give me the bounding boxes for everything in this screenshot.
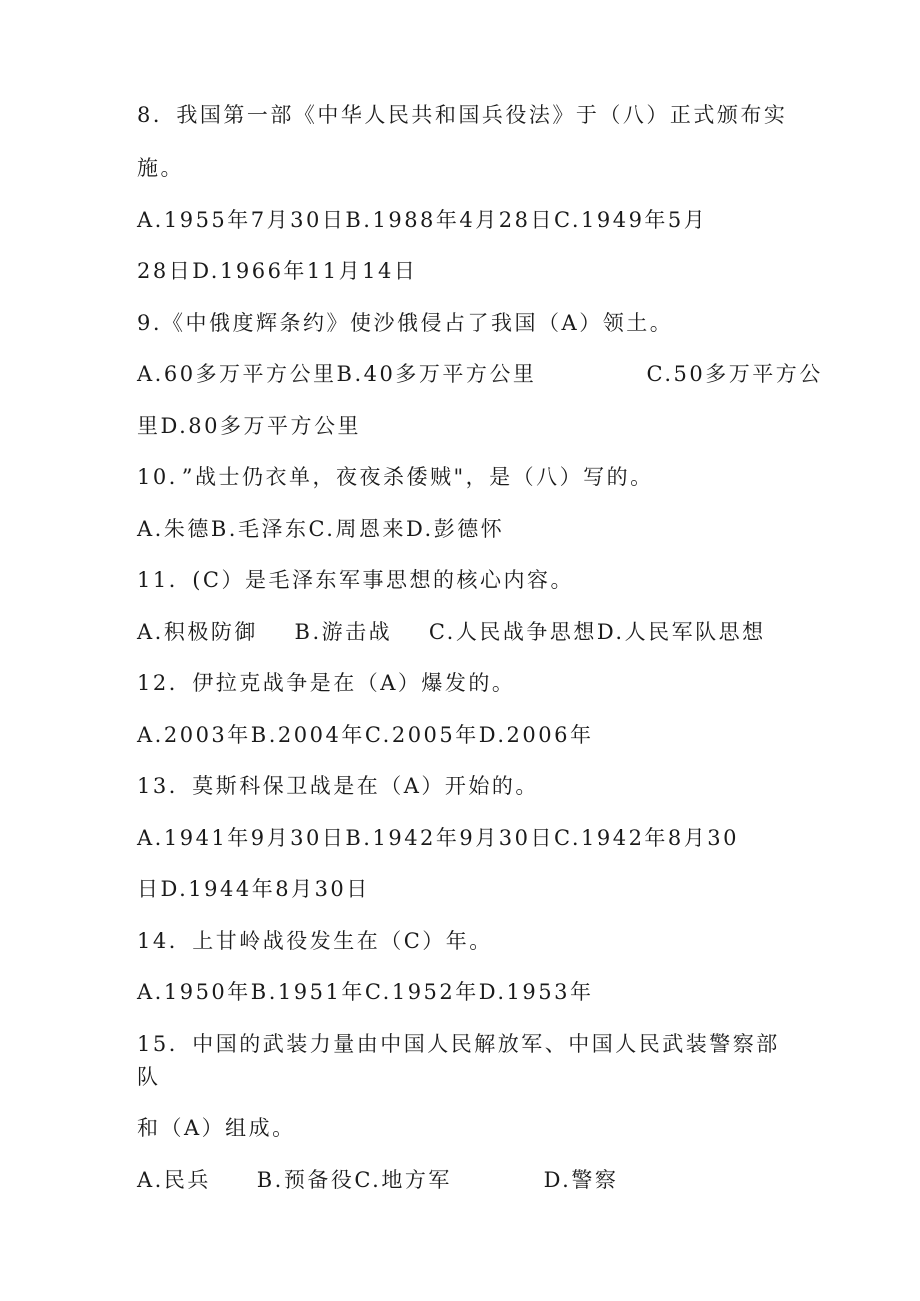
q14-stem: 14．上甘岭战役发生在（C）年。 — [137, 929, 493, 953]
q13-options-line1: A.1941年9月30日B.1942年9月30日C.1942年8月30 — [137, 826, 740, 850]
q12-stem: 12．伊拉克战争是在（A）爆发的。 — [137, 671, 516, 695]
q11-options: A.积极防御 B.游击战 C.人民战争思想D.人民军队思想 — [137, 620, 766, 644]
q15-stem-line2: 队 — [137, 1065, 161, 1089]
q13-options-line2: 日D.1944年8月30日 — [137, 877, 370, 901]
q10-stem: 10．”战士仍衣单，夜夜杀倭贼"，是（八）写的。 — [137, 465, 654, 489]
q10-options: A.朱德B.毛泽东C.周恩来D.彭德怀 — [137, 517, 505, 541]
q15-options: A.民兵 B.预备役C.地方军 D.警察 — [137, 1168, 619, 1192]
q15-stem-line3: 和（A）组成。 — [137, 1116, 296, 1140]
q8-options-line1: A.1955年7月30日B.1988年4月28日C.1949年5月 — [137, 208, 708, 232]
q13-stem: 13．莫斯科保卫战是在（A）开始的。 — [137, 774, 539, 798]
q11-stem: 11．(C）是毛泽东军事思想的核心内容。 — [137, 568, 574, 592]
q9-stem: 9.《中俄度辉条约》使沙俄侵占了我国（A）领土。 — [137, 311, 674, 335]
q8-stem-line1: 8．我国第一部《中华人民共和国兵役法》于（八）正式颁布实 — [137, 103, 788, 127]
q9-options-line2: 里D.80多万平方公里 — [137, 414, 361, 438]
q8-stem-line2: 施。 — [137, 156, 184, 180]
q9-options-line1: A.60多万平方公里B.40多万平方公里 C.50多万平方公 — [137, 362, 823, 386]
q12-options: A.2003年B.2004年C.2005年D.2006年 — [137, 723, 594, 747]
q15-stem-line1: 15．中国的武装力量由中国人民解放军、中国人民武装警察部 — [137, 1032, 780, 1056]
q14-options: A.1950年B.1951年C.1952年D.1953年 — [137, 980, 594, 1004]
q8-options-line2: 28日D.1966年11月14日 — [137, 259, 418, 283]
